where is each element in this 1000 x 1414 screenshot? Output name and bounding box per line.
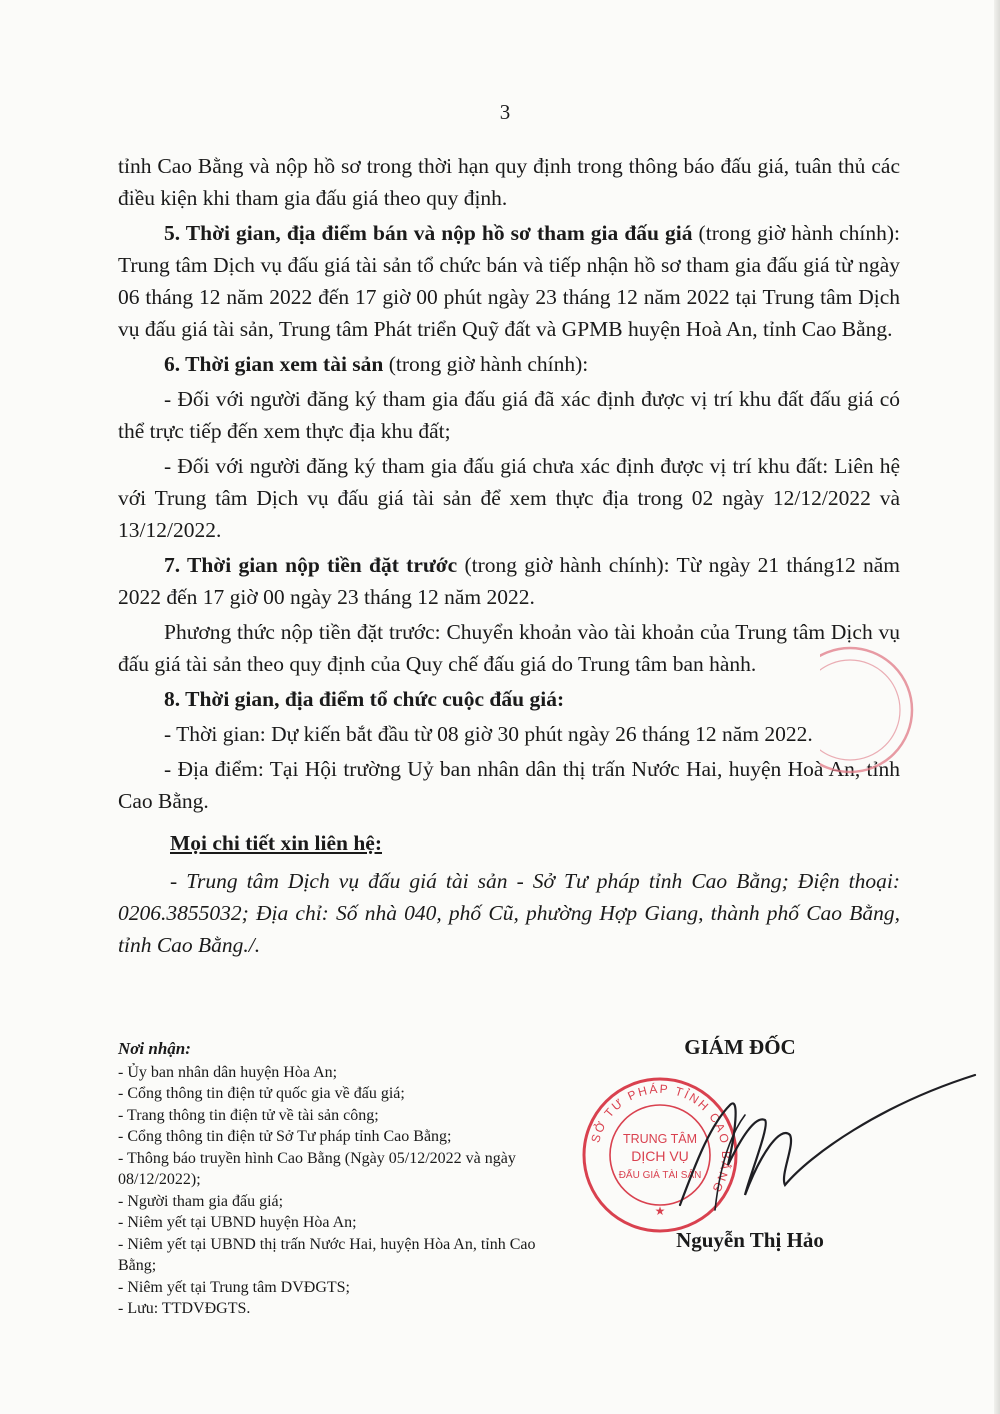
- contact-title: Mọi chi tiết xin liên hệ:: [170, 831, 382, 855]
- section-7-text: (trong giờ hành chính): Từ ngày 21 tháng12 năm 2022 đến 17 giờ 00 ngày 23 tháng 12 năm 2022.: [118, 553, 900, 609]
- section-8: [118, 683, 900, 715]
- section-7: [118, 549, 900, 613]
- recipient-item: - Niêm yết tại Trung tâm DVĐGTS;: [118, 1278, 350, 1296]
- scan-edge: [994, 0, 1000, 1414]
- recipient-item: - Lưu: TTDVĐGTS.: [118, 1300, 251, 1317]
- paragraph-continuation: tỉnh Cao Bằng và nộp hồ sơ trong thời hạn quy định trong thông báo đấu giá, tuân thủ các điều kiện khi tham gia đấu giá theo quy định.: [118, 154, 900, 210]
- recipient-item: - Người tham gia đấu giá;: [118, 1192, 284, 1210]
- recipients-title: Nơi nhận:: [118, 1039, 191, 1058]
- section-6-item-b: - Đối với người đăng ký tham gia đấu giá chưa xác định được vị trí khu đất: Liên hệ với Trung tâm Dịch vụ đấu giá tài sản để xem thực địa trong 02 ngày 12/12/2022 và 13/12/2022.: [118, 454, 900, 542]
- partial-stamp-mark: [820, 640, 920, 780]
- section-6-text: (trong giờ hành chính):: [383, 352, 589, 376]
- stamp-star-icon: ★: [654, 1204, 666, 1218]
- recipient-item: - Ủy ban nhân dân huyện Hòa An;: [118, 1063, 338, 1081]
- section-7-title: 7. Thời gian nộp tiền đặt trước: [164, 553, 458, 577]
- section-7-method: Phương thức nộp tiền đặt trước: Chuyển khoản vào tài khoản của Trung tâm Dịch vụ đấu giá tài sản theo quy định của Quy chế đấu giá do Trung tâm ban hành.: [118, 620, 900, 676]
- stamp-ring-text: SỞ TƯ PHÁP TỈNH CAO BẰNG: [588, 1081, 734, 1197]
- section-8-place: - Địa điểm: Tại Hội trường Uỷ ban nhân dân thị trấn Nước Hai, huyện Hoà An, tỉnh Cao Bằng.: [118, 757, 900, 813]
- recipients-block: [118, 1038, 558, 1320]
- contact-text: - Trung tâm Dịch vụ đấu giá tài sản - Sở Tư pháp tỉnh Cao Bằng; Điện thoại: 0206.3855032; Địa chỉ: Số nhà 040, phố Cũ, phường Hợp Giang, thành phố Cao Bằng, tỉnh Cao Bằng./.: [118, 869, 900, 957]
- recipient-item: - Trang thông tin điện tử về tài sản công;: [118, 1106, 379, 1124]
- recipient-item: - Thông báo truyền hình Cao Bằng (Ngày 05/12/2022 và ngày 08/12/2022);: [118, 1149, 516, 1188]
- recipient-item: - Niêm yết tại UBND huyện Hòa An;: [118, 1214, 357, 1231]
- section-6-item-a: - Đối với người đăng ký tham gia đấu giá đã xác định được vị trí khu đất đấu giá có thể trực tiếp đến xem thực địa khu đất;: [118, 387, 900, 443]
- section-5-title: 5. Thời gian, địa điểm bán và nộp hồ sơ tham gia đấu giá: [164, 221, 693, 245]
- recipient-item: - Cổng thông tin điện tử Sở Tư pháp tỉnh Cao Bằng;: [118, 1128, 452, 1145]
- recipient-item: - Cổng thông tin điện tử quốc gia về đấu giá;: [118, 1085, 405, 1102]
- handwritten-signature: [580, 1045, 980, 1245]
- section-5: [118, 217, 900, 345]
- stamp-line-3: ĐẤU GIÁ TÀI SẢN: [618, 1170, 702, 1181]
- page-number: 3: [499, 100, 511, 124]
- stamp-line-2: DỊCH VỤ: [631, 1148, 689, 1164]
- recipient-item: - Niêm yết tại UBND thị trấn Nước Hai, huyện Hòa An, tỉnh Cao Bằng;: [118, 1235, 536, 1274]
- document-body: [118, 150, 900, 961]
- section-5-text: (trong giờ hành chính): Trung tâm Dịch vụ đấu giá tài sản tổ chức bán và tiếp nhận hồ sơ tham gia đấu giá từ ngày 06 tháng 12 năm 2022 đến 17 giờ 00 phút ngày 23 tháng 12 năm 2022 tại Trung tâm Dịch vụ đấu giá tài sản, Trung tâm Phát triển Quỹ đất và GPMB huyện Hoà An, tỉnh Cao Bằng.: [118, 221, 901, 341]
- section-8-title: 8. Thời gian, địa điểm tổ chức cuộc đấu giá:: [164, 687, 565, 711]
- section-6: [118, 348, 900, 380]
- section-6-title: 6. Thời gian xem tài sản: [164, 352, 384, 376]
- signer-name: Nguyễn Thị Hảo: [676, 1228, 824, 1252]
- stamp-line-1: TRUNG TÂM: [622, 1132, 698, 1146]
- section-8-time: - Thời gian: Dự kiến bắt đầu từ 08 giờ 30 phút ngày 26 tháng 12 năm 2022.: [164, 722, 813, 746]
- signer-role: GIÁM ĐỐC: [684, 1035, 796, 1059]
